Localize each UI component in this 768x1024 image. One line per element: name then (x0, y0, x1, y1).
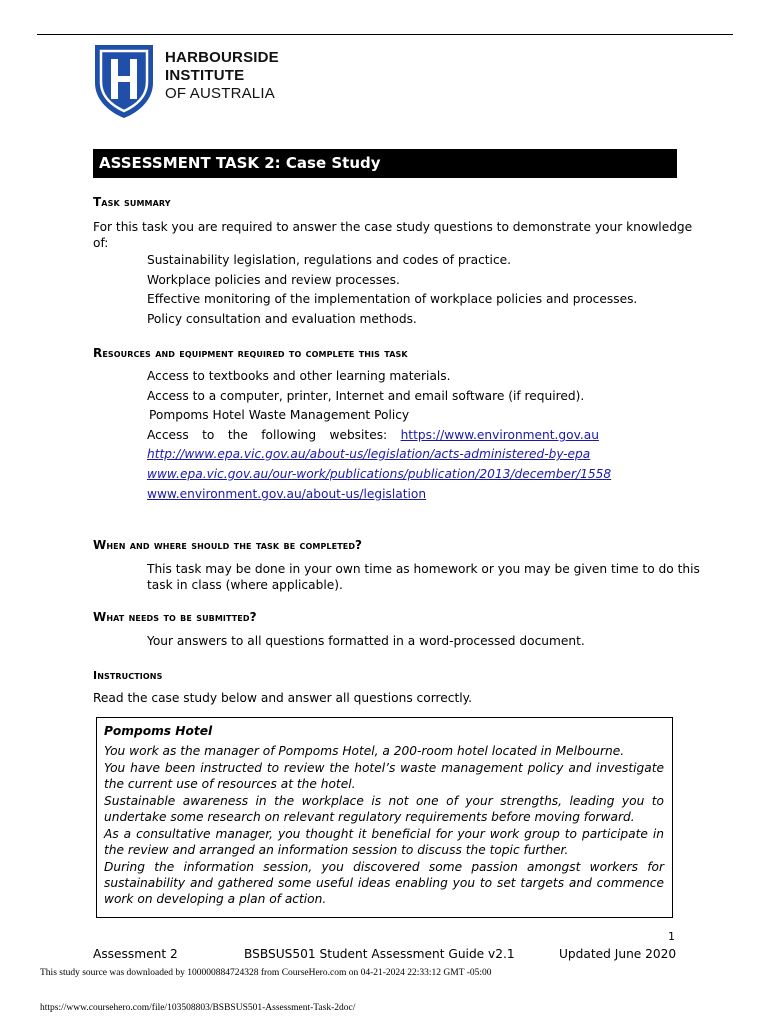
list-item: Workplace policies and review processes. (147, 272, 400, 287)
case-paragraph: You work as the manager of Pompoms Hotel, a 200-room hotel located in Melbourne. (104, 744, 625, 758)
when-heading: When and where should the task be completed? (93, 538, 363, 552)
logo-wordmark (165, 49, 279, 103)
link-epa-acts[interactable]: http://www.epa.vic.gov.au/about-us/legislation/acts-administered-by-epa (147, 447, 591, 461)
list-item: Sustainability legislation, regulations and codes of practice. (147, 253, 512, 267)
link-epa-publication[interactable]: www.epa.vic.gov.au/our-work/publications/publication/2013/december/1558 (147, 467, 612, 481)
list-item: This task may be done in your own time as homework or you may be given time to do this task in class (where applicable). (147, 562, 700, 592)
list-item: Your answers to all questions formatted in a word-processed document. (147, 634, 585, 648)
list-item: Access to textbooks and other learning materials. (147, 369, 451, 383)
footer-center: BSBSUS501 Student Assessment Guide v2.1 (244, 947, 515, 961)
case-paragraph: During the information session, you discovered some passion amongst workers for sustainability and gathered some useful ideas enabling you to set targets and commence work on developing a plan of action. (104, 860, 664, 906)
case-paragraph: Sustainable awareness in the workplace is not one of your strengths, leading you to undertake some research on relevant regulatory requirements before moving forward. (104, 794, 664, 824)
case-paragraph: You have been instructed to review the hotel’s waste management policy and investigate the current use of resources at the hotel. (104, 761, 664, 791)
task-summary-heading: Task summary (93, 195, 171, 209)
instructions-text: Read the case study below and answer all questions correctly. (93, 691, 472, 705)
case-study-title: Pompoms Hotel (104, 724, 213, 738)
shield-logo-icon (93, 43, 155, 119)
footer-left: Assessment 2 (93, 947, 178, 961)
link-environment-gov[interactable]: https://www.environment.gov.au (400, 428, 599, 443)
logo-line-2: INSTITUTE (165, 67, 245, 84)
link-environment-legislation[interactable]: www.environment.gov.au/about-us/legislation (147, 487, 427, 501)
summary-intro-line-2: of: (93, 236, 109, 250)
summary-intro-line-1: For this task you are required to answer the case study questions to demonstrate your knowledge (93, 220, 693, 234)
summary-list (126, 252, 637, 331)
list-item: Pompoms Hotel Waste Management Policy (149, 408, 410, 423)
instructions-heading: Instructions (93, 669, 163, 682)
resources-heading: Resources and equipment required to complete this task (93, 346, 408, 360)
list-item: Policy consultation and evaluation methods. (147, 312, 417, 327)
list-item: Effective monitoring of the implementation of workplace policies and processes. (147, 292, 638, 307)
top-rule (37, 34, 733, 35)
download-source-note: This study source was downloaded by 100000884724328 from CourseHero.com on 04-21-2024 22:33:12 GMT -05:00 (40, 968, 492, 978)
resources-list (126, 368, 599, 447)
logo-line-3: OF AUSTRALIA (165, 85, 275, 102)
list-item: Access to a computer, printer, Internet and email software (if required). (147, 388, 585, 403)
when-list (126, 561, 700, 593)
logo-line-1: HARBOURSIDE (165, 49, 279, 66)
list-item (126, 427, 599, 447)
case-study-box (96, 717, 673, 918)
websites-line: Access to the following websites: https://www.environment.gov.au (147, 428, 599, 443)
case-paragraph: As a consultative manager, you thought it beneficial for your work group to participate in the review and arranged an information session to discuss the topic further. (104, 827, 664, 857)
footer-right: Updated June 2020 (559, 947, 677, 961)
page-number: 1 (668, 930, 675, 943)
institute-logo (93, 43, 353, 119)
submit-heading: What needs to be submitted? (93, 610, 257, 624)
submit-list (126, 633, 585, 653)
source-url: https://www.coursehero.com/file/103508803/BSBSUS501-Assessment-Task-2doc/ (40, 1003, 356, 1013)
assessment-title-bar: ASSESSMENT TASK 2: Case Study (93, 149, 677, 178)
